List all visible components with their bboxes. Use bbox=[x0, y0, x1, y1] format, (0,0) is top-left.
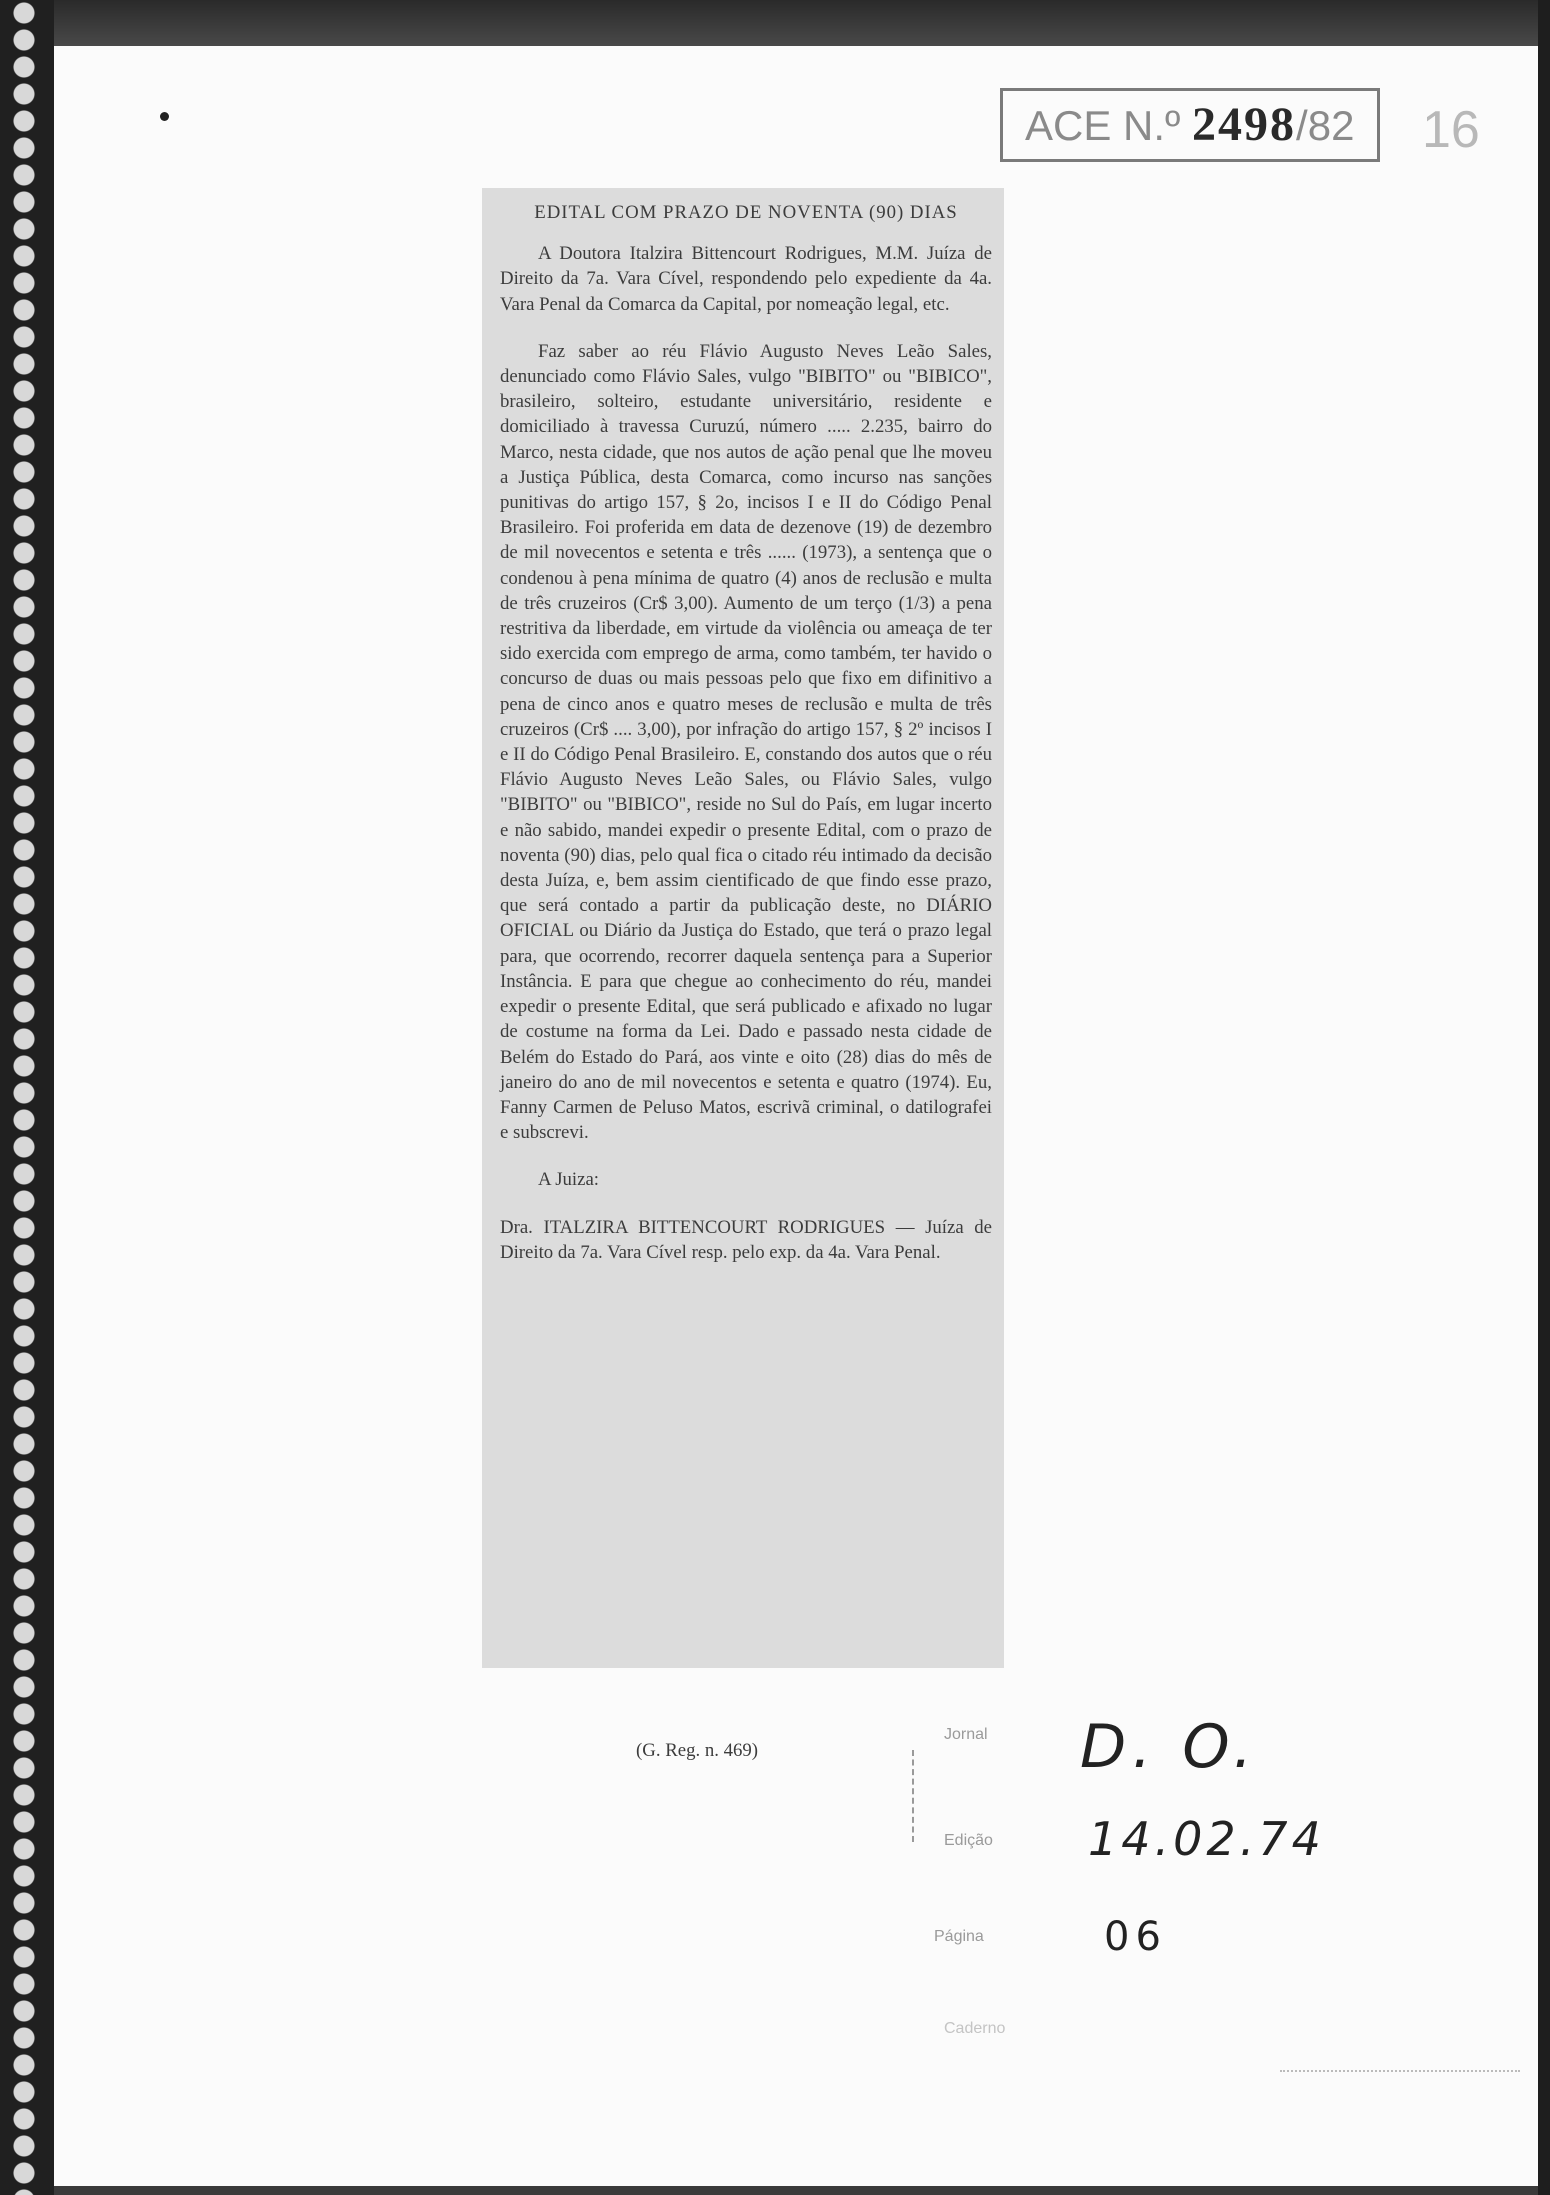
edital-text-column bbox=[500, 200, 992, 1265]
edital-heading: EDITAL COM PRAZO DE NOVENTA (90) DIAS bbox=[534, 202, 958, 223]
stamp-label-page: Página bbox=[934, 1928, 984, 1945]
margin-dot bbox=[160, 112, 169, 121]
signature-name: Dra. ITALZIRA BITTENCOURT RODRIGUES — Juíza de Direito da 7a. Vara Cível resp. pelo exp. da 4a. Vara Penal. bbox=[500, 1216, 992, 1263]
stamp-label-section: Caderno bbox=[944, 2020, 1006, 2037]
registration-number: (G. Reg. n. 469) bbox=[636, 1740, 759, 1761]
bottom-dotted-line bbox=[1280, 2070, 1520, 2072]
handwritten-journal: D. O. bbox=[1080, 1712, 1259, 1782]
edital-intro: A Doutora Italzira Bittencourt Rodrigues, M.M. Juíza de Direito da 7a. Vara Cível, respondendo pelo expediente da 4a. Vara Penal da Comarca da Capital, por nomeação legal, etc. bbox=[500, 243, 992, 315]
edital-body: Faz saber ao réu Flávio Augusto Neves Leão Sales, denunciado como Flávio Sales, vulgo "BIBITO" ou "BIBICO", brasileiro, solteiro, estudante universitário, residente e domiciliado à travessa Curuzú, número ..... 2.235, bairro do Marco, nesta cidade, que nos autos de ação penal que lhe moveu a Justiça Pública, desta Comarca, como incurso nas sanções punitivas do artigo 157, § 2o, incisos I e II do Código Penal Brasileiro. Foi proferida em data de dezenove (19) de dezembro de mil novecentos e setenta e três ...... (1973), a sentença que o condenou à pena mínima de quatro (4) anos de reclusão e multa de três cruzeiros (Cr$ 3,00). Aumento de um terço (1/3) a pena restritiva da liberdade, em virtude da violência ou ameaça de ter sido exercida com emprego de arma, como também, ter havido o concurso de duas ou mais pessoas pelo que fixo em difinitivo a pena de cinco anos e quatro meses de reclusão e multa de três cruzeiros (Cr$ .... 3,00), por infração do artigo 157, § 2º incisos I e II do Código Penal Brasileiro. E, constando dos autos que o réu Flávio Augusto Neves Leão Sales, ou Flávio Sales, vulgo "BIBITO" ou "BIBICO", reside no Sul do País, em lugar incerto e não sabido, mandei expedir o presente Edital, com o prazo de noventa (90) dias, pelo qual fica o citado réu intimado da decisão desta Juíza, e, bem assim cientificado de que findo esse prazo, que será contado a partir da publicação deste, no DIÁRIO OFICIAL ou Diário da Justiça do Estado, que terá o prazo legal para, que ocorrendo, recorrer daquela sentença para a Superior Instância. E para que chegue ao conhecimento do réu, mandei expedir o presente Edital, que será publicado e afixado no lugar de costume na forma da Lei. Dado e passado nesta cidade de Belém do Estado do Pará, aos vinte e oito (28) dias do mês de janeiro do ano de mil novecentos e setenta e quatro (1974). Eu, Fanny Carmen de Peluso Matos, escrivã criminal, o datilografei e subscrevi. bbox=[500, 340, 992, 1144]
ace-suffix: /82 bbox=[1296, 102, 1355, 149]
handwritten-date: 14.02.74 bbox=[1088, 1812, 1325, 1866]
ace-number-stamp bbox=[1000, 88, 1380, 162]
scan-top-edge bbox=[54, 0, 1550, 48]
ace-number: 2498 bbox=[1192, 98, 1297, 151]
signature-label: A Juiza: bbox=[538, 1169, 600, 1191]
ace-prefix: ACE N.º bbox=[1025, 102, 1181, 149]
stamp-label-edition: Edição bbox=[944, 1832, 993, 1849]
scan-right-edge bbox=[1538, 0, 1550, 2195]
page-side-mark: 16 bbox=[1422, 101, 1480, 159]
clipping-stamp-bracket bbox=[912, 1750, 914, 1842]
handwritten-page: 06 bbox=[1104, 1914, 1167, 1960]
film-perforation-strip bbox=[0, 0, 54, 2195]
stamp-label-journal: Jornal bbox=[944, 1726, 988, 1743]
